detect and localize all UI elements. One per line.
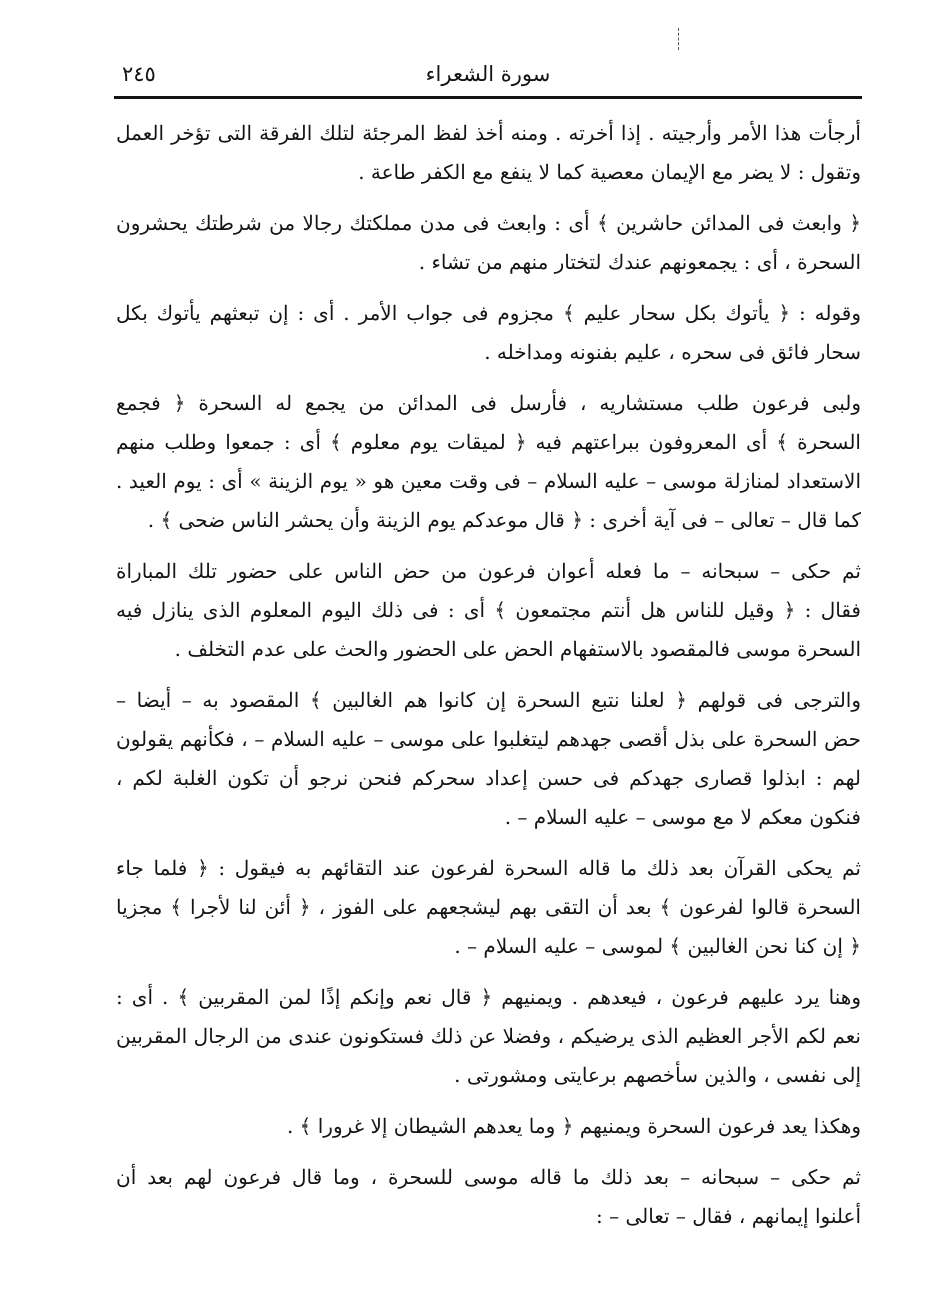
text-line: السحرة ، أى : يجمعونهم عندك لتختار منهم من تشاء .: [418, 250, 861, 274]
text-line: فنكون معكم لا مع موسى – عليه السلام – .: [504, 805, 861, 829]
text-line: والترجى فى قولهم ﴿ لعلنا نتبع السحرة إن كانوا هم الغالبين ﴾ المقصود به – أيضا –: [116, 688, 861, 712]
text-line: إلى نفسى ، والذين سأخصهم برعايتى ومشورتى .: [454, 1063, 861, 1087]
page-number: ٢٤٥: [122, 62, 156, 86]
text-line: فقال : ﴿ وقيل للناس هل أنتم مجتمعون ﴾ أى : فى ذلك اليوم المعلوم الذى ينازل فيه: [116, 598, 861, 622]
page-header: [114, 54, 862, 99]
paragraph: [116, 294, 861, 372]
text-line: ﴿ إن كنا نحن الغالبين ﴾ لموسى – عليه السلام – .: [454, 934, 861, 958]
text-line: السحرة قالوا لفرعون ﴾ بعد أن التقى بهم ليشجعهم على الفوز ، ﴿ أئن لنا لأجرا ﴾ مجزيا: [116, 895, 861, 919]
text-line: وهنا يرد عليهم فرعون ، فيعدهم . ويمنيهم ﴿ قال نعم وإنكم إذًا لمن المقربين ﴾ . أى :: [116, 985, 861, 1009]
text-line: ﴿ وابعث فى المدائن حاشرين ﴾ أى : وابعث فى مدن مملكتك رجالا من شرطتك يحشرون: [116, 211, 861, 235]
text-line: وتقول : لا يضر مع الإيمان معصية كما لا ينفع مع الكفر طاعة .: [358, 160, 861, 184]
text-line: أرجأت هذا الأمر وأرجيته . إذا أخرته . ومنه أخذ لفظ المرجئة لتلك الفرقة التى تؤخر العمل: [116, 121, 861, 145]
margin-mark: [678, 28, 680, 50]
text-line: السحرة ﴾ أى المعروفون ببراعتهم فيه ﴿ لميقات يوم معلوم ﴾ أى : جمعوا وطلب منهم: [116, 430, 861, 454]
text-line: كما قال – تعالى – فى آية أخرى : ﴿ قال موعدكم يوم الزينة وأن يحشر الناس ضحى ﴾ .: [147, 508, 861, 532]
paragraph: [116, 681, 861, 837]
text-line: أعلنوا إيمانهم ، فقال – تعالى – :: [596, 1204, 861, 1228]
text-line: ثم يحكى القرآن بعد ذلك ما قاله السحرة لفرعون عند التقائهم به فيقول : ﴿ فلما جاء: [116, 856, 861, 880]
paragraph: [116, 1158, 861, 1236]
text-line: ثم حكى – سبحانه – بعد ذلك ما قاله موسى للسحرة ، وما قال فرعون لهم بعد أن: [116, 1165, 861, 1189]
running-title: سورة الشعراء: [425, 62, 551, 86]
text-line: السحرة موسى فالمقصود بالاستفهام الحض على الحضور والحث على عدم التخلف .: [174, 637, 861, 661]
body-text: [116, 114, 861, 1248]
paragraph: [116, 204, 861, 282]
paragraph: [116, 114, 861, 192]
paragraph: [116, 1107, 861, 1146]
text-line: الاستعداد لمنازلة موسى – عليه السلام – فى وقت معين هو « يوم الزينة » أى : يوم العيد .: [116, 469, 861, 493]
paragraph: [116, 849, 861, 966]
paragraph: [116, 552, 861, 669]
text-line: وقوله : ﴿ يأتوك بكل سحار عليم ﴾ مجزوم فى جواب الأمر . أى : إن تبعثهم يأتوك بكل: [116, 301, 861, 325]
text-line: لهم : ابذلوا قصارى جهدكم فى حسن إعداد سحركم فنحن نرجو أن تكون الغلبة لكم ،: [116, 766, 861, 790]
text-line: ولبى فرعون طلب مستشاريه ، فأرسل فى المدائن من يجمع له السحرة ﴿ فجمع: [116, 391, 861, 415]
text-line: وهكذا يعد فرعون السحرة ويمنيهم ﴿ وما يعدهم الشيطان إلا غرورا ﴾ .: [286, 1114, 861, 1138]
text-line: سحار فائق فى سحره ، عليم بفنونه ومداخله .: [484, 340, 861, 364]
text-line: حض السحرة على بذل أقصى جهدهم ليتغلبوا على موسى – عليه السلام – ، فكأنهم يقولون: [116, 727, 861, 751]
paragraph: [116, 384, 861, 540]
paragraph: [116, 978, 861, 1095]
text-line: ثم حكى – سبحانه – ما فعله أعوان فرعون من حض الناس على حضور تلك المباراة: [116, 559, 861, 583]
text-line: نعم لكم الأجر العظيم الذى يرضيكم ، وفضلا عن ذلك فستكونون عندى من الرجال المقربين: [116, 1024, 861, 1048]
